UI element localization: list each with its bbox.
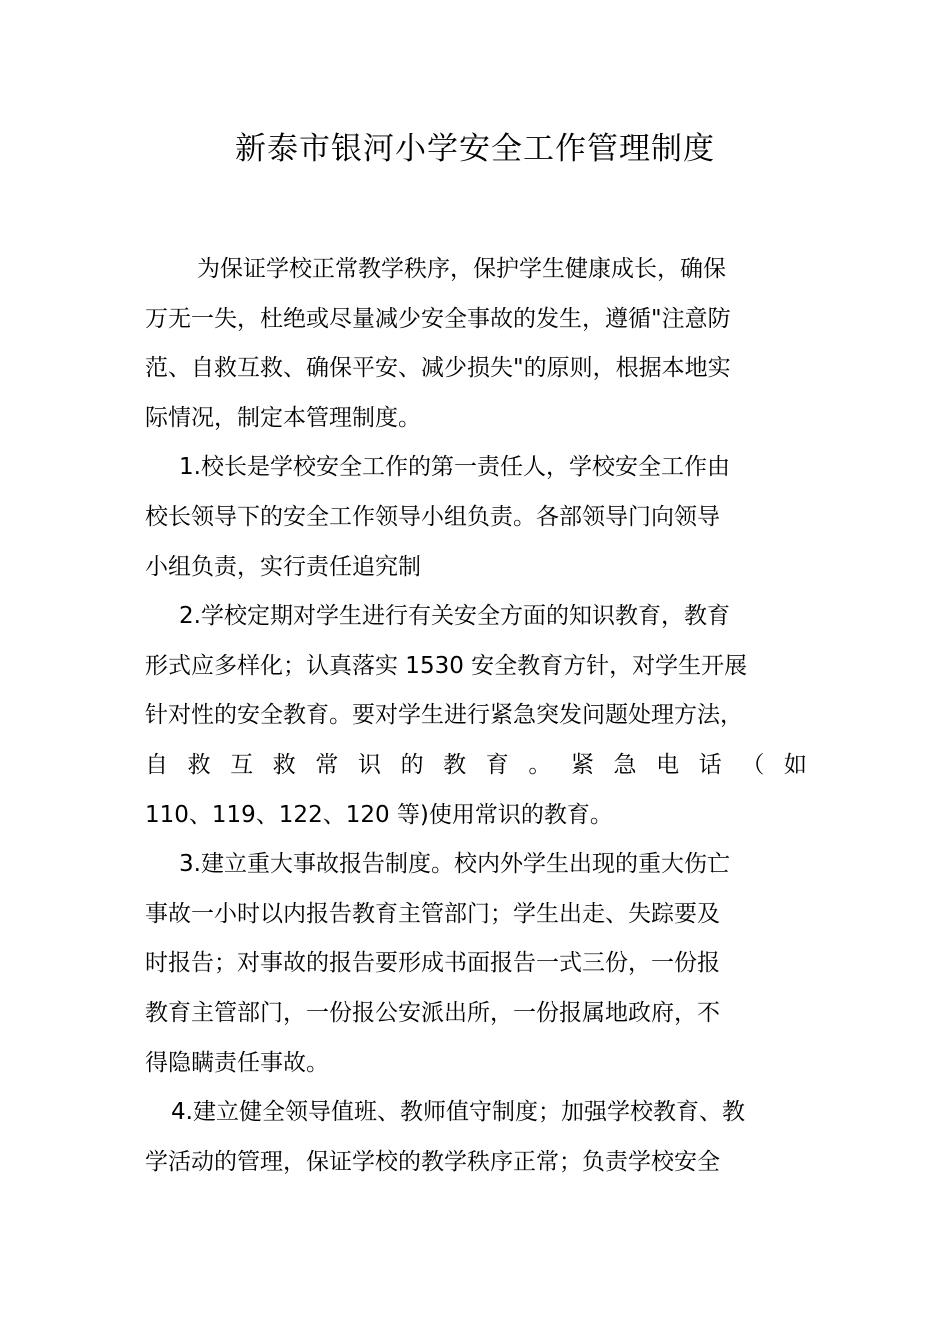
justified-char: 救 <box>187 751 211 778</box>
justified-char: 救 <box>272 751 296 778</box>
justified-char: 紧 <box>570 751 594 778</box>
item-3-line-1: 3.建立重大事故报告制度。校内外学生出现的重大伤亡 <box>179 851 730 878</box>
item-1-line-2: 校长领导下的安全工作领导小组负责。各部领导门向领导 <box>145 503 720 530</box>
document-title: 新泰市银河小学安全工作管理制度 <box>235 131 715 167</box>
justified-char: 如 <box>783 751 807 778</box>
intro-paragraph-line-3: 范、自救互救、确保平安、减少损失"的原则，根据本地实 <box>145 355 731 382</box>
intro-paragraph-line-2: 万无一失，杜绝或尽量减少安全事故的发生，遵循"注意防 <box>145 305 731 332</box>
item-2-line-1: 2.学校定期对学生进行有关安全方面的知识教育，教育 <box>179 603 730 630</box>
justified-char: 话 <box>698 751 722 778</box>
justified-char: 的 <box>400 751 424 778</box>
justified-char: 急 <box>613 751 637 778</box>
justified-char: 自 <box>145 751 168 778</box>
justified-char: （ <box>741 751 765 778</box>
justified-char: 识 <box>357 751 381 778</box>
item-2-line-4 <box>145 741 807 791</box>
item-4-line-2: 学活动的管理，保证学校的教学秩序正常；负责学校安全 <box>145 1148 720 1175</box>
item-1-line-1: 1.校长是学校安全工作的第一责任人，学校安全工作由 <box>179 454 730 481</box>
item-3-line-2: 事故一小时以内报告教育主管部门；学生出走、失踪要及 <box>145 900 720 927</box>
justified-char: 育 <box>485 751 509 778</box>
item-1-line-3: 小组负责，实行责任追究制 <box>145 553 421 580</box>
justified-char: 。 <box>528 751 552 778</box>
justified-char: 电 <box>656 751 680 778</box>
item-2-line-2: 形式应多样化；认真落实 1530 安全教育方针，对学生开展 <box>145 652 748 679</box>
item-3-line-5: 得隐瞒责任事故。 <box>145 1049 329 1076</box>
justified-char: 常 <box>315 751 339 778</box>
item-3-line-4: 教育主管部门，一份报公安派出所，一份报属地政府，不 <box>145 999 720 1026</box>
item-3-line-3: 时报告；对事故的报告要形成书面报告一式三份，一份报 <box>145 950 720 977</box>
justified-char: 教 <box>443 751 467 778</box>
intro-paragraph-line-4: 际情况，制定本管理制度。 <box>145 404 421 431</box>
justified-char: 互 <box>230 751 254 778</box>
intro-paragraph-line-1: 为保证学校正常教学秩序，保护学生健康成长，确保 <box>197 256 726 282</box>
item-2-line-3: 针对性的安全教育。要对学生进行紧急突发问题处理方法， <box>145 702 743 729</box>
item-4-line-1: 4.建立健全领导值班、教师值守制度；加强学校教育、教 <box>171 1099 745 1126</box>
item-2-line-5: 110、119、122、120 等)使用常识的教育。 <box>145 801 613 828</box>
document-body <box>145 245 807 1187</box>
